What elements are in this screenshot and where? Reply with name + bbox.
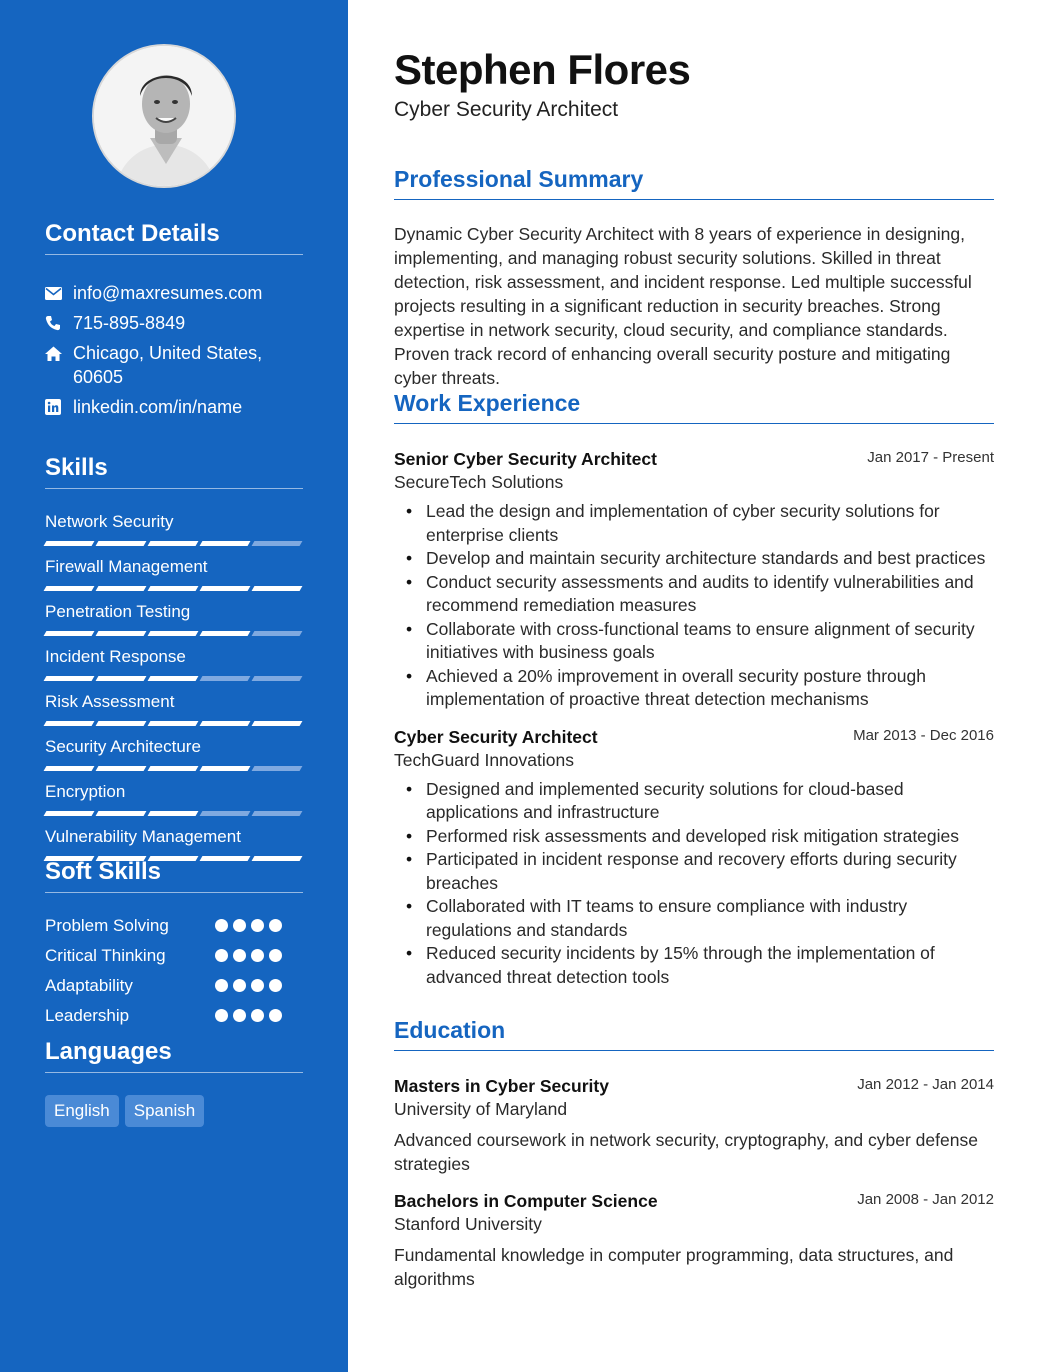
job-bullet: • Participated in incident response and recovery efforts during security breaches: [426, 848, 994, 895]
soft-skill-rating: [215, 919, 282, 932]
contact-address: [45, 341, 303, 389]
contact-phone-text: 715-895-8849: [73, 313, 186, 333]
skill-rating-segment: [44, 586, 95, 591]
summary-text: Dynamic Cyber Security Architect with 8 years of experience in designing, implementing, and managing robust security solutions. Skilled in threat detection, risk assessment, and incident response. Led multiple successful projects resulting in a significant reduction in security breaches. Strong expertise in network security, cloud security, and compliance standards. Proven track record of enhancing overall security posture and mitigating cyber threats.: [394, 224, 972, 388]
skill-rating-segment: [252, 586, 303, 591]
linkedin-icon: [45, 395, 73, 419]
skill-name: Penetration Testing: [45, 602, 191, 621]
contact-heading: Contact Details: [45, 220, 303, 255]
skills-section: [45, 454, 303, 871]
sidebar: [0, 0, 348, 1372]
skill-item: [45, 556, 303, 591]
skill-rating-bar: [45, 676, 303, 681]
soft-skill-rating: [215, 949, 282, 962]
job-bullet: • Collaborated with IT teams to ensure compliance with industry regulations and standards: [426, 895, 994, 942]
home-icon: [45, 341, 73, 365]
soft-skill-name: Critical Thinking: [45, 946, 166, 965]
contact-address-text: Chicago, United States, 60605: [73, 343, 263, 387]
skill-rating-segment: [252, 766, 303, 771]
skill-rating-bar: [45, 766, 303, 771]
soft-skill-name: Adaptability: [45, 976, 133, 995]
soft-skill-name: Problem Solving: [45, 916, 169, 935]
soft-skill-item: [45, 915, 303, 945]
skill-rating-segment: [148, 541, 199, 546]
job-company: TechGuard Innovations: [394, 749, 574, 770]
skill-name: Incident Response: [45, 647, 186, 666]
job-bullets: [394, 500, 994, 712]
education-section: [394, 1017, 994, 1291]
soft-skill-rating-dot: [269, 919, 282, 932]
skill-rating-segment: [148, 721, 199, 726]
email-icon: [45, 281, 73, 305]
skill-item: [45, 781, 303, 816]
soft-skill-rating: [215, 979, 282, 992]
contact-list: [45, 281, 303, 419]
skill-rating-segment: [200, 811, 251, 816]
skill-item: [45, 646, 303, 681]
skill-rating-segment: [44, 541, 95, 546]
degree-title: Bachelors in Computer Science: [394, 1191, 658, 1211]
job-title: Senior Cyber Security Architect: [394, 449, 657, 469]
skill-rating-segment: [44, 766, 95, 771]
soft-skill-rating-dot: [233, 919, 246, 932]
job-dates: Jan 2017 - Present: [867, 449, 994, 466]
soft-skill-rating-dot: [215, 919, 228, 932]
skill-rating-segment: [44, 631, 95, 636]
skill-rating-segment: [96, 721, 147, 726]
soft-skill-rating-dot: [215, 1009, 228, 1022]
soft-skill-rating-dot: [269, 979, 282, 992]
degree-title: Masters in Cyber Security: [394, 1076, 609, 1096]
skill-rating-segment: [96, 631, 147, 636]
soft-skill-rating-dot: [269, 949, 282, 962]
soft-skills-section: [45, 858, 303, 1035]
soft-skill-rating-dot: [233, 949, 246, 962]
job-company: SecureTech Solutions: [394, 472, 564, 492]
skill-rating-segment: [252, 721, 303, 726]
soft-skill-rating-dot: [251, 949, 264, 962]
soft-skill-item: [45, 945, 303, 975]
soft-skill-item: [45, 975, 303, 1005]
soft-skill-rating-dot: [233, 979, 246, 992]
candidate-name: Stephen Flores: [394, 46, 691, 93]
phone-icon: [45, 311, 73, 335]
skill-name: Security Architecture: [45, 737, 201, 756]
language-chip: English: [45, 1095, 119, 1127]
skill-rating-segment: [200, 586, 251, 591]
job-dates: Mar 2013 - Dec 2016: [853, 726, 994, 744]
job-bullet: • Performed risk assessments and developed risk mitigation strategies: [426, 825, 994, 849]
education-entry: [394, 1190, 994, 1291]
skill-rating-segment: [96, 676, 147, 681]
skill-item: [45, 691, 303, 726]
soft-skill-rating-dot: [215, 979, 228, 992]
skills-heading: Skills: [45, 454, 303, 489]
contact-phone[interactable]: [45, 311, 303, 335]
skill-rating-segment: [252, 541, 303, 546]
skill-rating-segment: [44, 721, 95, 726]
skill-rating-segment: [44, 676, 95, 681]
skill-rating-segment: [200, 721, 251, 726]
summary-heading: Professional Summary: [394, 166, 994, 200]
skill-name: Firewall Management: [45, 557, 208, 576]
skill-rating-segment: [252, 676, 303, 681]
contact-linkedin-text: linkedin.com/in/name: [73, 397, 243, 417]
skill-rating-bar: [45, 586, 303, 591]
skill-item: [45, 601, 303, 636]
skill-rating-segment: [200, 541, 251, 546]
job-bullet: • Achieved a 20% improvement in overall security posture through implementation of proactive threat detection mechanisms: [426, 665, 994, 712]
education-dates: Jan 2008 - Jan 2012: [857, 1191, 994, 1208]
school-name: Stanford University: [394, 1214, 542, 1234]
education-description: Fundamental knowledge in computer programming, data structures, and algorithms: [394, 1245, 954, 1289]
job-entry: [394, 726, 994, 990]
skill-rating-segment: [44, 811, 95, 816]
education-heading: Education: [394, 1017, 994, 1051]
skill-rating-segment: [148, 811, 199, 816]
skill-rating-segment: [252, 631, 303, 636]
skill-rating-segment: [96, 766, 147, 771]
skill-rating-segment: [200, 631, 251, 636]
experience-heading: Work Experience: [394, 390, 994, 424]
skill-rating-bar: [45, 541, 303, 546]
education-dates: Jan 2012 - Jan 2014: [857, 1076, 994, 1093]
job-bullet: • Reduced security incidents by 15% through the implementation of advanced threat detection tools: [426, 942, 994, 989]
job-bullet: • Develop and maintain security architecture standards and best practices: [426, 547, 994, 571]
job-bullet: • Conduct security assessments and audits to identify vulnerabilities and recommend remediation measures: [426, 571, 994, 618]
languages-section: [45, 1038, 303, 1127]
skill-rating-segment: [96, 541, 147, 546]
candidate-title: Cyber Security Architect: [394, 98, 619, 121]
skill-rating-bar: [45, 631, 303, 636]
skill-rating-segment: [148, 631, 199, 636]
languages-heading: Languages: [45, 1038, 303, 1073]
job-bullets: [394, 778, 994, 990]
job-title: Cyber Security Architect: [394, 726, 598, 747]
skill-rating-segment: [96, 586, 147, 591]
skill-rating-segment: [148, 676, 199, 681]
skill-rating-segment: [200, 676, 251, 681]
skill-name: Risk Assessment: [45, 692, 175, 711]
soft-skill-rating-dot: [215, 949, 228, 962]
experience-section: [394, 390, 994, 989]
education-description: Advanced coursework in network security, cryptography, and cyber defense strategies: [394, 1130, 978, 1174]
soft-skill-item: [45, 1005, 303, 1035]
job-entry: [394, 448, 994, 712]
skill-name: Encryption: [45, 782, 126, 801]
job-bullet: • Lead the design and implementation of cyber security solutions for enterprise clients: [426, 500, 994, 547]
skill-name: Network Security: [45, 512, 174, 531]
school-name: University of Maryland: [394, 1099, 568, 1119]
skill-rating-bar: [45, 721, 303, 726]
education-entry: [394, 1075, 994, 1176]
skill-item: [45, 826, 303, 861]
skill-rating-segment: [252, 811, 303, 816]
contact-email-text: info@maxresumes.com: [73, 283, 263, 303]
skill-rating-segment: [148, 766, 199, 771]
summary-section: [394, 166, 994, 390]
skill-list: [45, 511, 303, 861]
soft-skill-rating-dot: [233, 1009, 246, 1022]
soft-skill-rating-dot: [269, 1009, 282, 1022]
skill-rating-bar: [45, 811, 303, 816]
soft-skill-list: [45, 915, 303, 1035]
contact-email[interactable]: [45, 281, 303, 305]
language-list: [45, 1095, 303, 1127]
soft-skills-heading: Soft Skills: [45, 858, 303, 893]
soft-skill-name: Leadership: [45, 1006, 130, 1025]
skill-rating-segment: [200, 766, 251, 771]
contact-linkedin[interactable]: [45, 395, 303, 419]
job-bullet: • Designed and implemented security solutions for cloud-based applications and infrastructure: [426, 778, 994, 825]
soft-skill-rating-dot: [251, 979, 264, 992]
soft-skill-rating-dot: [251, 919, 264, 932]
skill-rating-segment: [148, 586, 199, 591]
skill-rating-segment: [96, 811, 147, 816]
skill-name: Vulnerability Management: [45, 827, 241, 846]
profile-photo: [92, 44, 236, 188]
job-bullet: • Collaborate with cross-functional teams to ensure alignment of security initiatives with business goals: [426, 618, 994, 665]
soft-skill-rating-dot: [251, 1009, 264, 1022]
contact-section: [45, 220, 303, 425]
language-chip: Spanish: [125, 1095, 204, 1127]
skill-item: [45, 511, 303, 546]
soft-skill-rating: [215, 1009, 282, 1022]
skill-item: [45, 736, 303, 771]
